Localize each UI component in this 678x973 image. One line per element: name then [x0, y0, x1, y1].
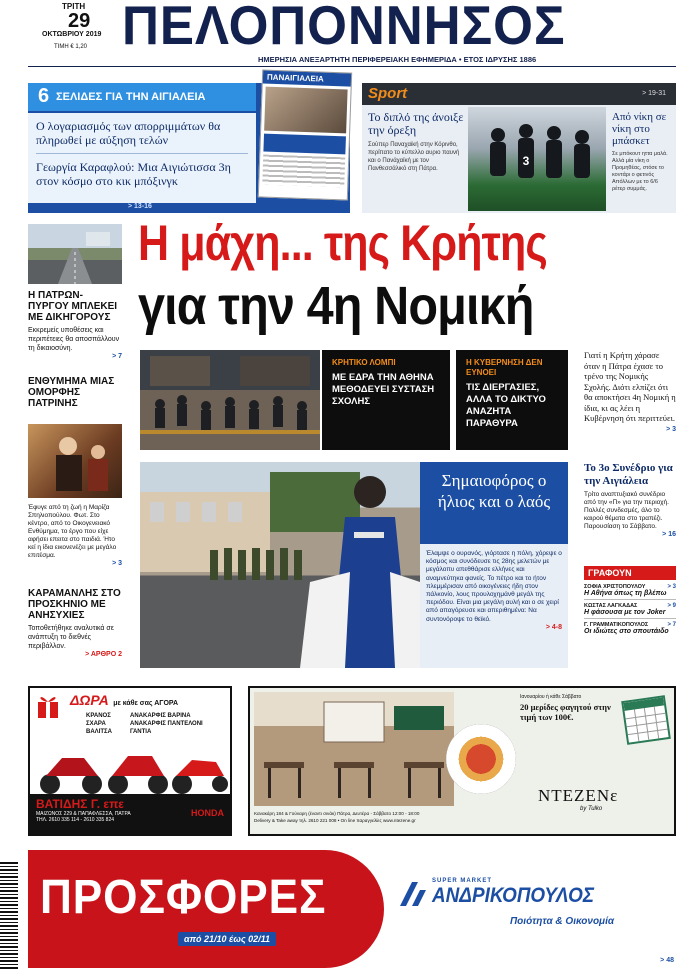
svg-text:3: 3 [522, 154, 530, 168]
date-month: ΟΚΤΩΒΡΙΟΥ 2019 [42, 31, 102, 38]
ad-andrikopoulos[interactable] [28, 850, 676, 968]
sport-right-headline: Από νίκη σε νίκη στο μπάσκετ [612, 111, 667, 147]
ad-gift-item: ΓΑΝΤΙΑ [130, 729, 152, 735]
date-block [30, 2, 130, 50]
left-story-3-page: > ΑΡΘΡΟ 2 [85, 651, 122, 658]
sport-left-headline: Το διπλό της άνοιξε την όρεξη [368, 110, 464, 137]
ad-vatidis-address: ΜΑΙΖΩΝΟΣ 229 & ΠΑΠΑΦΛΕΣΣΑ, ΠΑΤΡΑ [36, 811, 131, 817]
ad-ntezene-promo-small: Ιανουαρίου ή κάθε Σάββατο [520, 694, 582, 700]
sport-photo[interactable] [468, 107, 606, 211]
sport-right-story[interactable] [612, 111, 672, 193]
ad-gift-item: ΑΝΑΚΑΡΦΙΣ ΠΑΝΤΕΛΟΝΙ [130, 721, 203, 727]
aigialeia-thumbnail[interactable] [258, 69, 352, 200]
grafoun-item[interactable] [584, 603, 676, 619]
price: ΤΙΜΗ € 1,20 [54, 44, 88, 50]
grafoun-label: ΓΡΑΦΟΥΝ [584, 566, 676, 580]
sport-left-text: Σούπερ Παναχαϊκή στην Κόρινθο, περίπατο το κύπελλο αυριο παυνή και ο Πανάχαϊκή με τον Πανθεσσάλικό στη Πάτρα. [368, 142, 460, 172]
thumbnail-title: ΠΑΝΑΙΓΙΑΛΕΙΑ [263, 71, 351, 87]
thumbnail-headline-block [263, 134, 346, 155]
left-story-2-page: > 3 [112, 560, 122, 567]
left-story-2-body [28, 504, 122, 567]
gift-ribbon-icon [34, 692, 62, 720]
motorbikes-illustration [32, 740, 228, 796]
aigialeia-box[interactable] [28, 72, 350, 213]
parade-photo[interactable] [140, 462, 420, 668]
parade-textbox[interactable] [420, 462, 568, 668]
grafoun-page: > 3 [667, 584, 676, 590]
ad-gift-title [70, 692, 178, 710]
lead-box-2[interactable] [456, 350, 568, 450]
ad-ntezene-footer [254, 810, 524, 824]
thumbnail-text-lines [262, 155, 345, 188]
aigialeia-pages: > 13-16 [128, 203, 152, 210]
lead-box-2-kicker: Η ΚΥΒΕΡΝΗΣΗ ΔΕΝ ΕΥΝΟΕΙ [466, 358, 543, 377]
ad-gift-word: ΔΩΡΑ [70, 692, 109, 708]
left-story-3-text: Τοποθετήθηκε αναλυτικά σε ανάπτυξη το διεθνές περιβάλλον. [28, 625, 114, 650]
grafoun-title: Οι ιδιώτες στο σπουτάιδο [584, 628, 669, 635]
grafoun-author: ΚΩΣΤΑΣ ΛΑΓΚΑΔΑΣ [584, 603, 638, 609]
food-photo [446, 724, 516, 794]
barcode [0, 862, 18, 970]
lead-box-2-text: ΤΙΣ ΔΙΕΡΓΑΣΙΕΣ, ΑΛΛΑ ΤΟ ΔΙΚΤΥΟ ΑΝΑΖΗΤΑ ΠΑΡΑΘΥΡΑ [466, 382, 546, 429]
andrikopoulos-slogan: Ποιότητα & Οικονομία [510, 916, 615, 927]
ad-gift-item: ΚΡΑΝΟΣ [86, 713, 111, 719]
lead-headline-line-2[interactable]: για την 4η Νομική [138, 276, 534, 336]
aigialeia-banner-number: 6 [38, 85, 50, 107]
painting-photo[interactable] [28, 424, 122, 498]
left-story-2-headline: ΕΝΘΥΜΗΜΑ ΜΙΑΣ ΟΜΟΡΦΗΣ ΠΑΤΡΙΝΗΣ [28, 376, 115, 409]
date-day: ΤΡΙΤΗ [62, 2, 86, 11]
aigialeia-items [28, 113, 256, 203]
restaurant-photo [254, 692, 454, 806]
parade-illustration [140, 462, 420, 668]
lead-box-1-text: ΜΕ ΕΔΡΑ ΤΗΝ ΑΘΗΝΑ ΜΕΘΟΔΕΥΕΙ ΣΥΣΤΑΣΗ ΣΧΟΛΗΣ [332, 372, 435, 407]
sport-pages: > 19-31 [642, 90, 666, 97]
ad-offers-dates: από 21/10 έως 02/11 [178, 932, 276, 946]
ad-gift-item: ΒΑΛΙΤΣΑ [86, 729, 112, 735]
andrikopoulos-brand: ΑΝΔΡΙΚΟΠΟΥΛΟΣ [432, 884, 594, 907]
thumbnail-photo [264, 87, 347, 134]
ad-gift-item: ΑΝΑΚΑΡΦΙΣ ΒΑΡΙΝΑ [130, 713, 191, 719]
sport-right-text: Σε μπόκουτ ηττα μαλά. Αλλά μία νίκη ο Προμηθέας, στόσε το κοντάρι ο φετινός Απόλλων με το 6/6 ρέτερ συμμάς. [612, 151, 668, 192]
ad-gift-item: ΣΧΑΡΑ [86, 721, 106, 727]
lead-box-1-kicker: ΚΡΗΤΙΚΟ ΛΟΜΠΙ [332, 358, 396, 367]
congress-page: > 16 [662, 531, 676, 538]
grafoun-title: Η φάσουσα με τον Joker [584, 609, 666, 616]
ad-ntezene[interactable] [248, 686, 676, 836]
ad-ntezene-footer-1: Κανακάρη 184 & Γούναρη (έναντι σινάκ) Πάτρα, Δευτέρα - Σάββατο 12:00 - 18:00 [254, 811, 420, 816]
ad-gift-list-2 [130, 712, 203, 736]
sport-box[interactable] [362, 83, 676, 213]
left-story-3-headline: ΚΑΡΑΜΑΝΛΗΣ ΣΤΟ ΠΡΟΣΚΗΝΙΟ ΜΕ ΑΝΗΣΥΧΙΕΣ [28, 588, 121, 621]
date-number: 29 [68, 10, 91, 32]
restaurant-illustration [254, 692, 454, 806]
parade-headline: Σημαιοφόρος ο ήλιος και ο λαός [437, 471, 551, 511]
aigialeia-item-2[interactable]: Γεωργία Καραφλού: Μια Αιγιώτισσα 3η στον κόσμο στο κικ μπόξινγκ [36, 160, 231, 188]
lead-side-text: Γιατί η Κρήτη χάρασε όταν η Πάτρα έχασε το τρένο της Νομικής Σχολής. Διότι ελπίζει ότι θα αποκτήσει 4η Νομική η ίδια, κι ας λέει η Κυβέρνηση ότι περιττεύει. [584, 350, 676, 423]
parade-headline-box [420, 462, 568, 544]
ad-ntezene-brand: ΝΤΕΖΕΝε [538, 786, 619, 805]
left-story-1[interactable] [28, 290, 122, 360]
left-story-1-text: Εκκρεμείς υποθέσεις και περιπέτειες θα αποσπάλλουν τη δικαιοσύνη. [28, 327, 120, 352]
sport-header [362, 83, 676, 105]
highway-illustration [28, 224, 122, 284]
calendar-icon [621, 695, 671, 745]
grafoun-title: Η Αθήνα όπως τη βλέπω [584, 590, 667, 597]
parade-text: Έλαμψε ο ουρανός, γιόρτασε η πόλη, χόρεψε ο κόσμος και συνόδευσε τις 28ης μελετών με μεγάλοπυ απεθθάρισε ελλήνες και αναμνεύτηκα φανείς. Το πέτρο και το ήτον πλεμμέρισαν από οικογένειες ήδη στον πάλκονίο, λους προυλοχημάνθ μεγάλ της περιόδου. Είναι μια μεγάλη αυλή και ο σε χειρί από απαγόρευσε και απεριθημένα: Να συντονόροψε το θεϊκό. [426, 550, 562, 623]
grafoun-author: ΣΟΦΙΑ ΧΡΙΣΤΟΠΟΥΛΟΥ [584, 584, 646, 590]
ad-ntezene-footer-2: Delivery & Take away τηλ. 2610 221 008 • On line παραγγελίες www.ntezene.gr [254, 818, 416, 823]
ad-gift-list-1 [86, 712, 112, 736]
lead-headline-line-1[interactable]: Η μάχη... της Κρήτης [138, 215, 547, 271]
grafoun-page: > 9 [667, 603, 676, 609]
lead-side-story[interactable] [584, 350, 676, 433]
sport-left-story[interactable] [368, 111, 468, 173]
aigialeia-item-1[interactable]: Ο λογαριασμός των απορριμμάτων θα πληρωθεί με αύξηση τελών [36, 119, 221, 147]
ad-gift-sub: με κάθε σας ΑΓΟΡΑ [113, 700, 179, 707]
ad-offers-panel [28, 850, 384, 968]
ad-vatidis-footer [30, 794, 230, 834]
ad-offers-word: ΠΡΟΣΦΟΡΕΣ [40, 871, 327, 924]
ad-vatidis-brand: ΒΑΤΙΔΗΣ Γ. επε [36, 797, 124, 811]
players-illustration [468, 107, 606, 211]
masthead-rule [28, 66, 676, 67]
newspaper-subtitle: ΗΜΕΡΗΣΙΑ ΑΝΕΞΑΡΤΗΤΗ ΠΕΡΙΦΕΡΕΙΑΚΗ ΕΦΗΜΕΡΙΔΑ • ΕΤΟΣ ΙΔΡΥΣΗΣ 1886 [258, 55, 537, 64]
ad-andrikopoulos-page: > 48 [660, 957, 674, 964]
grafoun-item[interactable] [584, 584, 676, 600]
congress-story[interactable] [584, 462, 676, 538]
left-story-3[interactable] [28, 588, 122, 658]
ad-vatidis[interactable] [28, 686, 232, 836]
masthead [0, 0, 678, 70]
highway-photo[interactable] [28, 224, 122, 284]
ad-vatidis-phone: ΤΗΛ. 2610 335 114 - 2610 335 824 [36, 817, 115, 823]
congress-headline: Το 3ο Συνέδριο για την Αιγιάλεια [584, 462, 673, 487]
honda-logo: HONDA [191, 808, 224, 818]
lead-box-1[interactable] [322, 350, 450, 450]
aigialeia-banner [28, 83, 256, 111]
left-story-2[interactable] [28, 376, 122, 409]
grafoun-item[interactable] [584, 622, 676, 635]
newspaper-title: ΠΕΛΟΠΟΝΝΗΣΟΣ [122, 0, 566, 56]
crowd-photo[interactable] [140, 350, 320, 450]
left-story-1-headline: Η ΠΑΤΡΩΝ-ΠΥΡΓΟΥ ΜΠΛΕΚΕΙ ΜΕ ΔΙΚΗΓΟΡΟΥΣ [28, 290, 118, 323]
ad-ntezene-promo: 20 μερίδες φαγητού στην τιμή των 100€. [520, 702, 611, 722]
grafoun-page: > 7 [667, 622, 676, 628]
grafoun-author: Γ. ΓΡΑΜΜΑΤΙΚΟΠΟΥΛΟΣ [584, 622, 649, 628]
andrikopoulos-logo-mark [398, 880, 430, 913]
divider [36, 153, 248, 154]
lead-side-page: > 3 [666, 425, 676, 433]
parade-pages: > 4-8 [545, 623, 562, 631]
ad-ntezene-brand-sub: by Tulko [580, 806, 603, 812]
left-story-1-page: > 7 [112, 353, 122, 360]
grafoun-section [584, 566, 676, 635]
left-story-2-text: Έφυγε από τη ζωή η Μαρίζα Σπηλιοπούλου. Φωτ. Στο κέντρο, από το Οικογενειακό Ενθύμημα, το έργο που είχε αφήσει επειτα στο παιδιά. Ήτο κεί η ίδια εικονενέζει με μεγάλο επιτέσμα. [28, 504, 117, 559]
crowd-illustration [140, 350, 320, 450]
aigialeia-banner-text: ΣΕΛΙΔΕΣ ΓΙΑ ΤΗΝ ΑΙΓΙΑΛΕΙΑ [56, 91, 206, 103]
congress-text: Τρίτο αναπτυξιακό συνέδριο από την «Π» για την περιοχή. Πολλές συνδεσμές, άλο το καιρού θέματα στο τραπέζι. Παρουσίαση το Σάββατο. [584, 491, 669, 530]
painting-illustration [28, 424, 122, 498]
ad-ntezene-promo-box [520, 694, 620, 722]
andrikopoulos-kicker: SUPER MARKET [432, 878, 493, 884]
sport-label: Sport [368, 85, 408, 102]
